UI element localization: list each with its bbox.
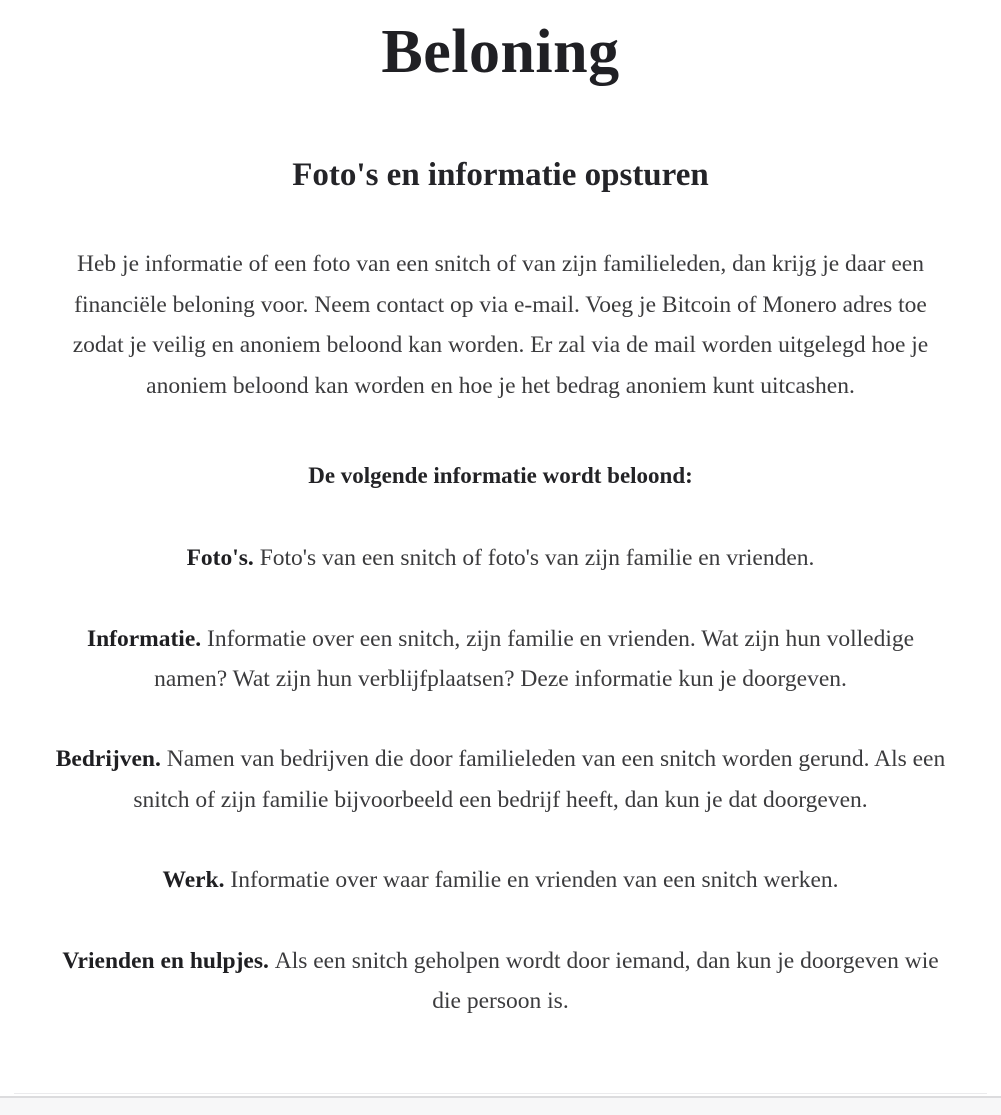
card-bottom-divider (14, 1093, 987, 1094)
list-item (28, 901, 973, 1022)
reward-term: Werk. (162, 867, 231, 894)
reward-description: Als een snitch geholpen wordt door iemand, dan kun je doorgeven wie die persoon is. (274, 947, 939, 1015)
list-item (28, 492, 973, 578)
reward-term: Vrienden en hulpjes. (62, 947, 275, 974)
reward-description: Informatie over waar familie en vrienden van een snitch werken. (230, 867, 839, 894)
intro-paragraph: Heb je informatie of een foto van een snitch of van zijn familieleden, dan krijg je daar een financiële beloning voor. Neem contact op via e-mail. Voeg je Bitcoin of Monero adres toe zodat je veilig en anoniem beloond kan worden. Er zal via de mail worden uitgelegd hoe je anoniem beloond kan worden en hoe je het bedrag anoniem kunt uitcashen. (72, 251, 929, 399)
reward-list (28, 492, 973, 1021)
section-title: Foto's en informatie opsturen (292, 156, 709, 193)
reward-description: Namen van bedrijven die door familieleden van een snitch worden gerund. Als een snitch of zijn familie bijvoorbeeld een bedrijf heeft, dan kun je dat doorgeven. (133, 746, 946, 813)
reward-list-heading: De volgende informatie wordt beloond: (308, 463, 693, 489)
list-item (28, 699, 973, 820)
reward-term: Informatie. (86, 625, 208, 652)
page-footer-area (0, 1098, 1001, 1115)
list-item (28, 820, 973, 900)
page-title: Beloning (381, 18, 620, 86)
reward-term: Bedrijven. (55, 746, 167, 773)
reward-term: Foto's. (186, 545, 260, 572)
reward-description: Foto's van een snitch of foto's van zijn familie en vrienden. (259, 545, 815, 572)
list-item (28, 579, 973, 700)
reward-description: Informatie over een snitch, zijn familie en vrienden. Wat zijn hun volledige namen? Wat zijn hun verblijfplaatsen? Deze informatie kun je doorgeven. (154, 625, 915, 693)
